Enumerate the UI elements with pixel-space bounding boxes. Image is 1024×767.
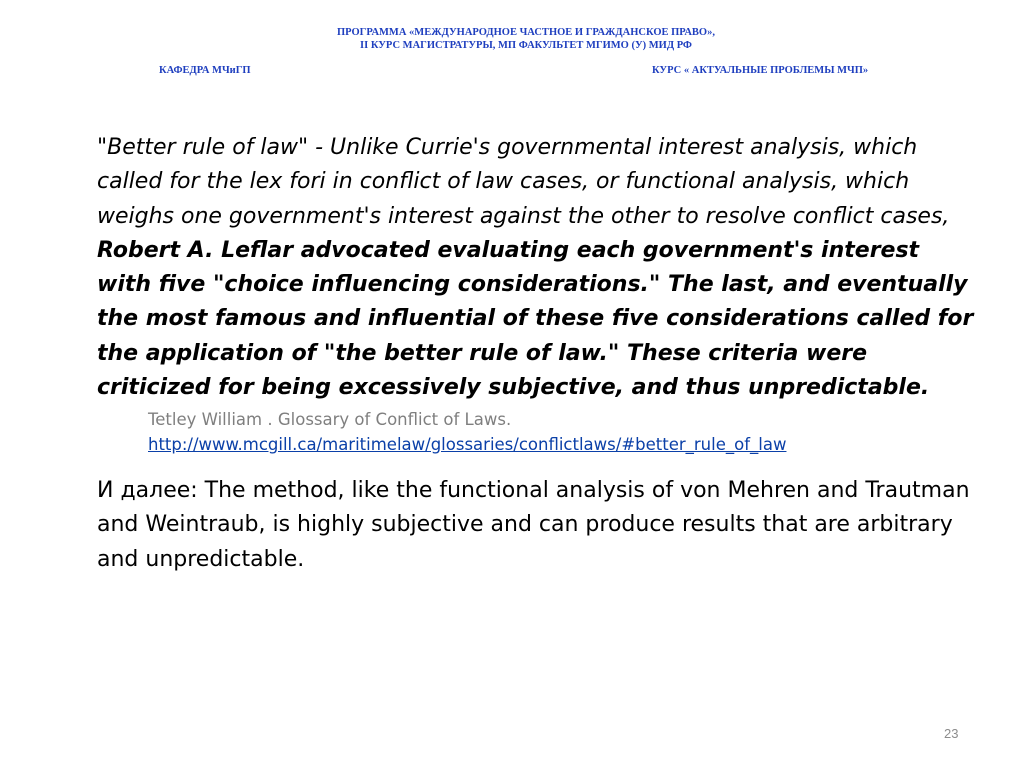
header-program-title: ПРОГРАММА «МЕЖДУНАРОДНОЕ ЧАСТНОЕ И ГРАЖДАНСКОЕ ПРАВО», <box>337 27 715 38</box>
citation <box>148 407 786 457</box>
citation-link[interactable]: http://www.mcgill.ca/maritimelaw/glossaries/conflictlaws/#better_rule_of_law <box>148 435 787 454</box>
main-paragraph-emphasis: Robert A. Leflar advocated evaluating each government's interest with five "choice influencing considerations." The last, and eventually the most famous and influential of these five considerations called for the application of "the better rule of law." These criteria were criticized for being excessively subjective, and thus unpredictable. <box>97 237 974 401</box>
main-paragraph-intro: "Better rule of law" - Unlike Currie's governmental interest analysis, which called for the lex fori in conflict of law cases, or functional analysis, which weighs one government's interest against the other to resolve conflict cases, <box>97 135 950 229</box>
page-number: 23 <box>944 726 959 741</box>
second-paragraph: И далее: The method, like the functional analysis of von Mehren and Trautman and Weintraub, is highly subjective and can produce results that are arbitrary and unpredictable. <box>97 478 970 572</box>
header-department: КАФЕДРА МЧиГП <box>159 65 251 76</box>
main-paragraph <box>97 131 977 405</box>
citation-author: Tetley William . Glossary of Conflict of Laws. <box>148 410 512 429</box>
header-course-name: КУРС « АКТУАЛЬНЫЕ ПРОБЛЕМЫ МЧП» <box>652 65 869 76</box>
header-course-line: II КУРС МАГИСТРАТУРЫ, МП ФАКУЛЬТЕТ МГИМО (У) МИД РФ <box>360 40 692 51</box>
